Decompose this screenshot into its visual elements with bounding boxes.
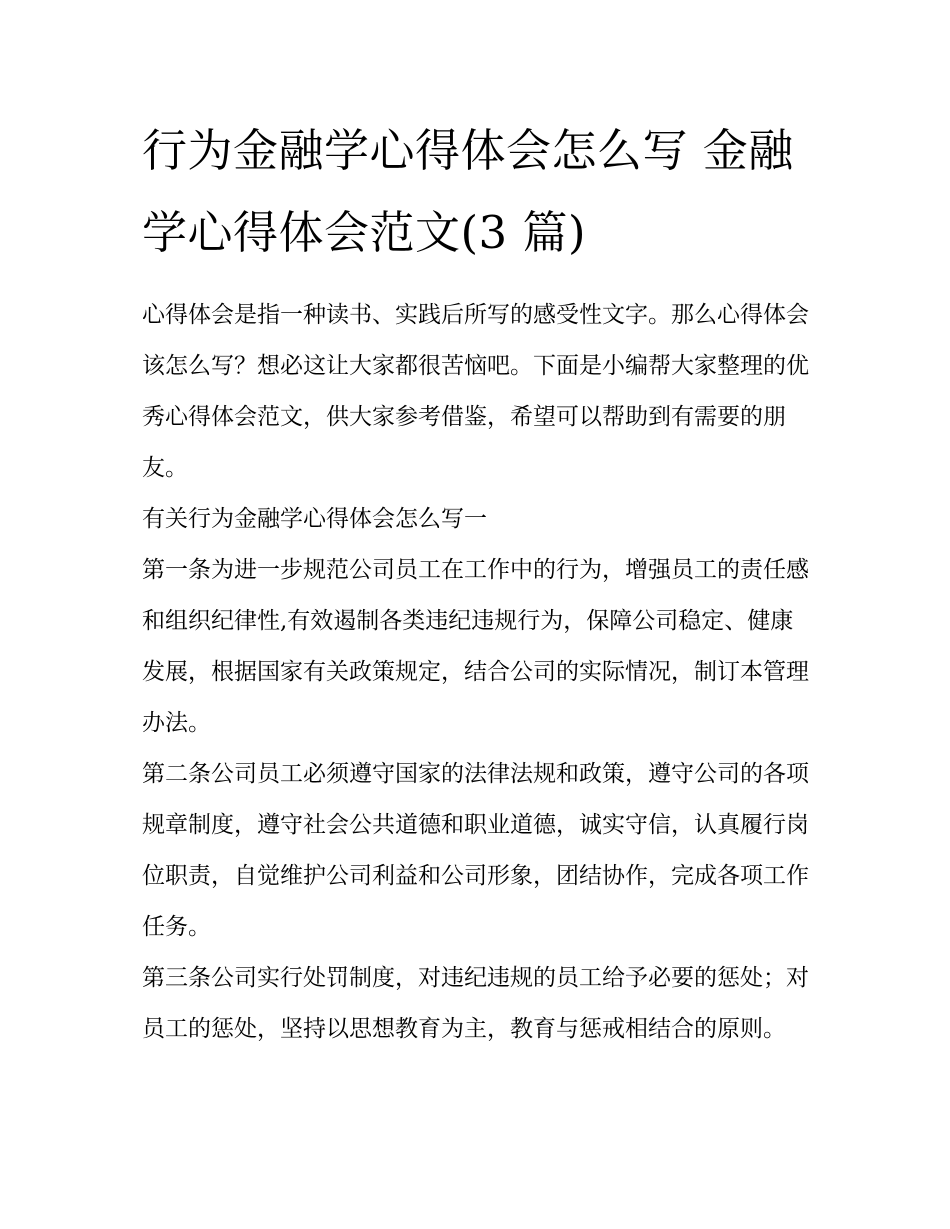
document-content <box>142 110 814 1055</box>
section-heading: 有关行为金融学心得体会怎么写一 <box>142 506 487 532</box>
article-1-paragraph: 第一条为进一步规范公司员工在工作中的行为，增强员工的责任感和组织纪律性,有效遏制各类违纪违规行为，保障公司稳定、健康发展，根据国家有关政策规定，结合公司的实际情况，制订本管理办法。 <box>142 557 809 736</box>
article-3-paragraph: 第三条公司实行处罚制度，对违纪违规的员工给予必要的惩处；对员工的惩处，坚持以思想教育为主，教育与惩戒相结合的原则。 <box>142 965 809 1042</box>
article-2-paragraph: 第二条公司员工必须遵守国家的法律法规和政策，遵守公司的各项规章制度，遵守社会公共道德和职业道德，诚实守信，认真履行岗位职责，自觉维护公司利益和公司形象，团结协作，完成各项工作任务。 <box>142 761 809 940</box>
document-title: 行为金融学心得体会怎么写 金融学心得体会范文(3 篇) <box>142 124 794 259</box>
intro-paragraph: 心得体会是指一种读书、实践后所写的感受性文字。那么心得体会该怎么写？想必这让大家都很苦恼吧。下面是小编帮大家整理的优秀心得体会范文，供大家参考借鉴，希望可以帮助到有需要的朋友。 <box>142 302 809 481</box>
